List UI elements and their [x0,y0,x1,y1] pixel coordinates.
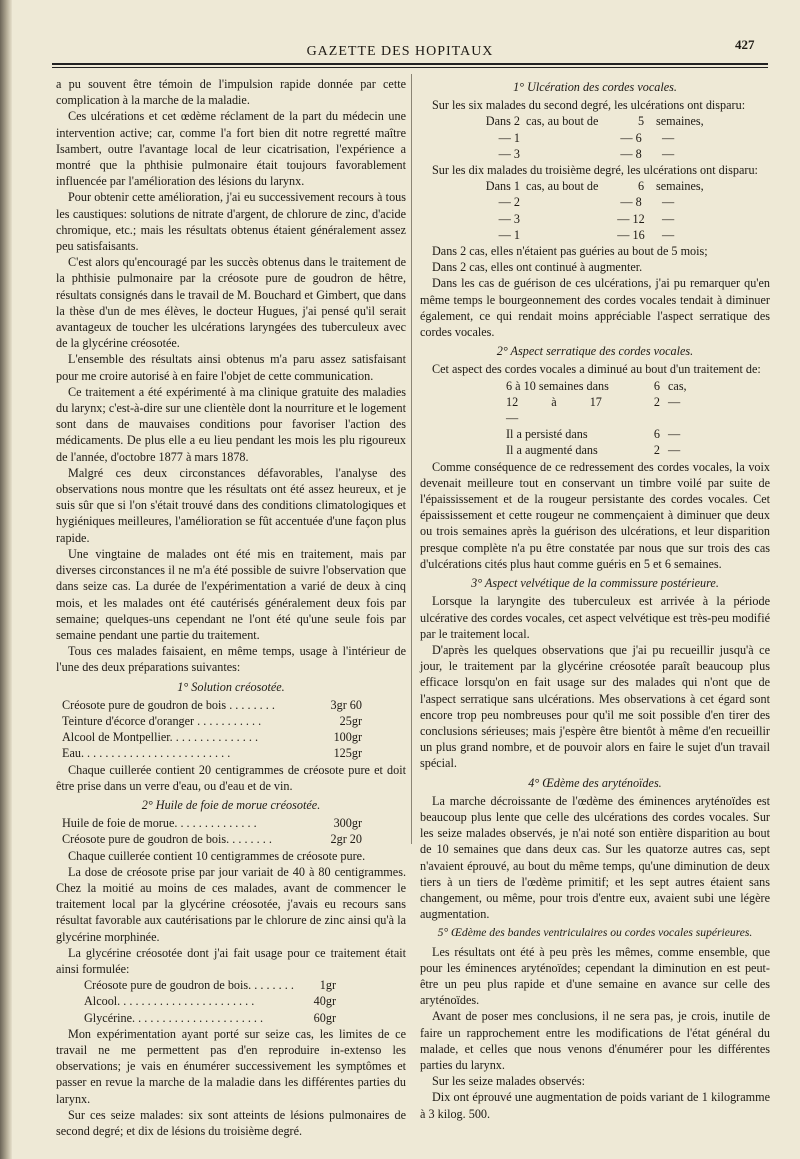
stats-value: — 8 [620,195,642,210]
paragraph: Une vingtaine de malades ont été mis en traitement, mais par diverses circonstances il ne m'a été possible de suivre l'observation que dans seize cas. La durée de l'expérimentation a varié de deux à cinq mois, et les malades ont été cautérisés généralement deux fois par semaine; quelques-uns cependant ne l'ont été qu'une seule fois par semaine pendant une partie du traitement. [56,546,406,642]
paragraph: Mon expérimentation ayant porté sur seize cas, les limites de ce travail ne me permettent pas d'en reproduire in-extenso les observations; je vais en énumérer successivement les symptômes et passer en revue la marche de la maladie dans les différentes parties du larynx. [56,1026,406,1106]
paragraph: Cet aspect des cordes vocales a diminué au bout d'un traitement de: [432,362,761,377]
stats-row [474,211,770,227]
stats-row [474,194,770,210]
stats-value: 2 [653,443,660,458]
recipe-row [56,977,406,993]
stats-text [526,130,606,146]
stats-list [474,178,770,243]
paragraph: Sur les six malades du second degré, les ulcérations ont disparu: [432,98,746,113]
stats-unit: — [662,130,675,145]
section-heading: 2° Huile de foie de morue créosotée. [141,797,321,812]
recipe-quantity: 3gr 60 [330,697,362,712]
recipe-quantity: 60gr [313,1010,336,1025]
page-binding-shadow [0,0,12,1159]
stats-row [474,227,770,243]
stats-text: Il a augmenté dans [506,443,598,458]
stats-text [526,146,606,162]
section-heading: 3° Aspect velvétique de la commissure postérieure. [471,576,719,591]
stats-value: 6 [653,427,660,442]
stats-value: — 8 [620,146,642,161]
recipe-ingredient: Alcool de Montpellier. . . . . . . . . . . . . . . [62,730,258,745]
header-rule-thick [52,63,768,65]
paragraph: Chaque cuillerée contient 20 centigrammes de créosote pure et doit être prise dans un verre d'eau, ou d'eau et de vin. [56,762,406,793]
paragraph: Pour obtenir cette amélioration, j'ai eu successivement recours à tous les caustiques: solutions de nitrate d'argent, de chlorure de zinc, d'acide chromique, etc.; mais les résultats obtenus étaient généralement assez peu satisfaisants. [56,190,406,254]
stats-text: cas, au bout de [526,179,599,194]
stats-text [526,227,606,243]
paragraph: C'est alors qu'encouragé par les succès obtenus dans le traitement de la phthisie pulmonaire par la créosote pure de goudron de hêtre, résultats consignés dans le travail de M. Bouchard et Gimbert, que dans la thèse d'un de mes élèves, le docteur Hugues, j'ai pensé qu'il serait avantageux de toucher les ulcérations laryngées des tuberculeux avec de la glycérine créosotée. [56,255,406,351]
recipe-ingredient: Créosote pure de goudron de bois. . . . . . . . [84,978,294,993]
paragraph: Tous ces malades faisaient, en même temps, usage à l'intérieur de l'une des deux préparations suivantes: [56,644,406,675]
stats-text [526,194,606,210]
section-heading: 2° Aspect serratique des cordes vocales. [496,344,694,359]
stats-unit: — [662,146,675,161]
stats-list [420,378,770,459]
stats-unit: — [662,227,675,242]
stats-count: Dans 2 [485,114,520,129]
stats-unit: semaines, [656,179,704,194]
paragraph: La glycérine créosotée dont j'ai fait usage pour ce traitement était ainsi formulée: [56,945,406,976]
stats-text: cas, au bout de [526,114,599,129]
stats-row [420,378,770,394]
recipe-quantity: 1gr [319,978,336,993]
recipe-ingredient: Huile de foie de morue. . . . . . . . . . . . . . [62,816,257,831]
header-rule-thin [52,67,768,68]
paragraph: Dix ont éprouvé une augmentation de poids variant de 1 kilogramme à 3 kilog. 500. [420,1090,770,1121]
recipe-quantity: 100gr [333,730,362,745]
recipe-ingredient: Créosote pure de goudron de bois. . . . . . . . [62,832,272,847]
stats-value: 6 [637,179,645,194]
stats-count: — 3 [498,211,520,226]
stats-unit: — [662,195,675,210]
recipe-ingredient: Eau. . . . . . . . . . . . . . . . . . . . . . . . . [62,746,231,761]
recipe-ingredient: Créosote pure de goudron de bois . . . . . . . . [62,697,275,712]
running-header-title: GAZETTE DES HOPITAUX [306,44,494,59]
recipe-ingredient: Alcool. . . . . . . . . . . . . . . . . . . . . . . [84,994,255,1009]
paragraph: Les résultats ont été à peu près les mêmes, comme ensemble, que pour les éminences aryténoïdes; cependant la diminution en est peut-être un peu plus rapide et d'une semaine en avance sur celle des aryténoïdes. [420,944,770,1008]
stats-text: 12 à 17 — [506,394,602,426]
paragraph: Dans 2 cas, elles n'étaient pas guéries au bout de 5 mois; [432,244,708,259]
stats-count: — 1 [498,130,520,145]
stats-list [474,113,770,162]
paragraph: Dans 2 cas, elles ont continué à augmenter. [432,260,643,275]
recipe-row [56,1010,406,1026]
stats-value: 5 [637,114,645,129]
stats-text: Il a persisté dans [506,427,588,442]
recipe-quantity: 25gr [339,713,362,728]
stats-row [420,394,770,426]
paragraph: Ces ulcérations et cet œdème réclament de la part du médecin une intervention active; car, comme l'a fort bien dit notre regretté maître Isambert, outre l'avantage local de leur cicatrisation, l'expérience a montré que la phthisie pulmonaire était toujours favorablement influencée par l'amélioration des lésions du larynx. [56,109,406,189]
paragraph: D'après les quelques observations que j'ai pu recueillir jusqu'à ce jour, le traitement par la glycérine créosotée paraît beaucoup plus efficace lorsqu'on en fait usage sur des malades qui n'ont que de l'aspect serratique sans ulcérations. Mes observations à cet égard sont encore trop peu nombreuses pour qu'il me soit possible d'en tirer des conclusions sérieuses; mais j'espère être bientôt à même d'en recueillir un plus grand nombre, et de pouvoir alors en faire le sujet d'un travail spécial. [420,642,770,771]
stats-count: — 1 [498,227,520,242]
paragraph: La dose de créosote prise par jour variait de 40 à 80 centigrammes. Chez la moitié au moins de ces malades, avant de commencer le traitement local par la glycérine créosotée, j'avais eu recours sans résultat favorable aux cautérisations par le chlorure de zinc ainsi qu'à la glycérine morphinée. [56,864,406,944]
recipe-row [56,697,406,713]
recipe-ingredient: Glycérine. . . . . . . . . . . . . . . . . . . . . . [84,1010,264,1025]
stats-row [474,146,770,162]
recipe-row [56,713,406,729]
recipe-list [56,697,406,762]
stats-text [526,211,606,227]
stats-row [474,130,770,146]
stats-value: 2 [653,394,660,409]
stats-unit: — [668,443,681,458]
right-column [420,76,770,1122]
stats-row [474,113,770,129]
paragraph: Avant de poser mes conclusions, il ne sera pas, je crois, inutile de faire un rapprochement entre les modifications de l'état général du malade, et celles que nous venons d'énumérer pour les différentes parties du larynx. [420,1009,770,1072]
stats-value: — 6 [620,130,642,145]
recipe-row [56,815,406,831]
section-heading: 1° Solution créosotée. [177,679,285,694]
paragraph: Lorsque la laryngite des tuberculeux est arrivée à la période ulcérative des cordes vocales, cet aspect velvétique est très-peu modifié par le traitement local. [420,594,770,641]
paragraph: L'ensemble des résultats ainsi obtenus m'a paru assez satisfaisant pour me croire autorisé à en faire l'objet de cette communication. [56,352,406,383]
paragraph: Dans les cas de guérison de ces ulcérations, j'ai pu remarquer qu'en même temps le bourgeonnement des cordes vocales tendait à diminuer également, ce qui rendait moins appréciable l'aspect serratique des cordes vocales. [420,276,770,340]
stats-unit: — [668,394,681,409]
section-heading: 5° Œdème des bandes ventriculaires ou cordes vocales supérieures. [437,926,753,940]
recipe-quantity: 125gr [333,746,362,761]
paragraph: Chaque cuillerée contient 10 centigrammes de créosote pure. [68,848,366,863]
page-number: 427 [735,37,755,52]
stats-text: 6 à 10 semaines dans [506,378,609,393]
section-heading: 1° Ulcération des cordes vocales. [513,80,677,94]
recipe-quantity: 2gr 20 [330,832,362,847]
recipe-list [56,815,406,847]
stats-row [474,178,770,194]
paragraph: Sur les seize malades observés: [432,1074,585,1089]
section-heading: 4° Œdème des aryténoïdes. [528,775,662,790]
stats-count: — 2 [498,195,520,210]
stats-unit: — [662,211,675,226]
stats-row [420,442,770,458]
paragraph: Ce traitement a été expérimenté à ma clinique gratuite des maladies du larynx; c'est-à-dire sur une clientèle dont la nourriture et le logement sont dans de mauvaises conditions pour favoriser l'action des médicaments. De plus elle a eu lieu pendant les mois les plu rigoureux de l'année, d'octobre 1877 à mars 1878. [56,384,406,464]
stats-value: — 16 [617,227,645,242]
recipe-row [56,831,406,847]
column-divider [411,74,412,844]
paragraph: Comme conséquence de ce redressement des cordes vocales, la voix devenait meilleure tout en conservant un timbre voilé par suite de l'épaississement et de la rougeur persistante des cordes vocales. Cet épaississement et cette rougeur ne commençaient à diminuer que deux ou trois semaines après la guérison des ulcérations, et leur disparition presque complète n'a pu être constatée par nous que sur trois des cas d'ulcérations cités plus haut comme guéris en 5 et 6 semaines. [420,459,770,571]
recipe-row [56,745,406,761]
stats-unit: semaines, [656,114,704,129]
recipe-row [56,993,406,1009]
stats-count: — 3 [498,146,520,161]
paragraph: a pu souvent être témoin de l'impulsion rapide donnée par cette complication à la marche de la maladie. [56,77,406,108]
paragraph: Sur ces seize malades: six sont atteints de lésions pulmonaires de second degré; et dix de lésions du troisième degré. [56,1107,406,1138]
paragraph: Malgré ces deux circonstances défavorables, l'analyse des observations nous montre que les résultats ont été assez heureux, et je suis sûr que si l'on s'était trouvé dans des conditions climatologiques et hygiéniques meilleures, l'amélioration se fût accentuée d'une façon plus rapide. [56,465,406,545]
stats-value: 6 [653,378,660,393]
recipe-row [56,729,406,745]
left-column [56,76,406,1139]
recipe-quantity: 40gr [313,994,336,1009]
stats-row [420,426,770,442]
stats-unit: cas, [668,378,687,393]
recipe-ingredient: Teinture d'écorce d'oranger . . . . . . . . . . . [62,713,262,728]
stats-value: — 12 [617,211,645,226]
recipe-list [56,977,406,1026]
stats-count: Dans 1 [485,179,520,194]
recipe-quantity: 300gr [333,816,362,831]
paragraph: Sur les dix malades du troisième degré, les ulcérations ont disparu: [432,163,758,178]
paragraph: La marche décroissante de l'œdème des éminences aryténoïdes est beaucoup plus lente que celle des ulcérations des cordes vocales. Sur les seize malades observés, je n'ai noté son entière disparition au bout de 10 semaines que dans deux cas. Sur les quatorze autres cas, sept n'avaient éprouvé, au bout du même temps, qu'une diminution de deux tiers à un tiers de l'œdème primitif; et les sept autres étaient sans changement, ou même, pour trois d'entre eux, avaient subi une légère augmentation. [420,793,770,922]
stats-unit: — [668,427,681,442]
